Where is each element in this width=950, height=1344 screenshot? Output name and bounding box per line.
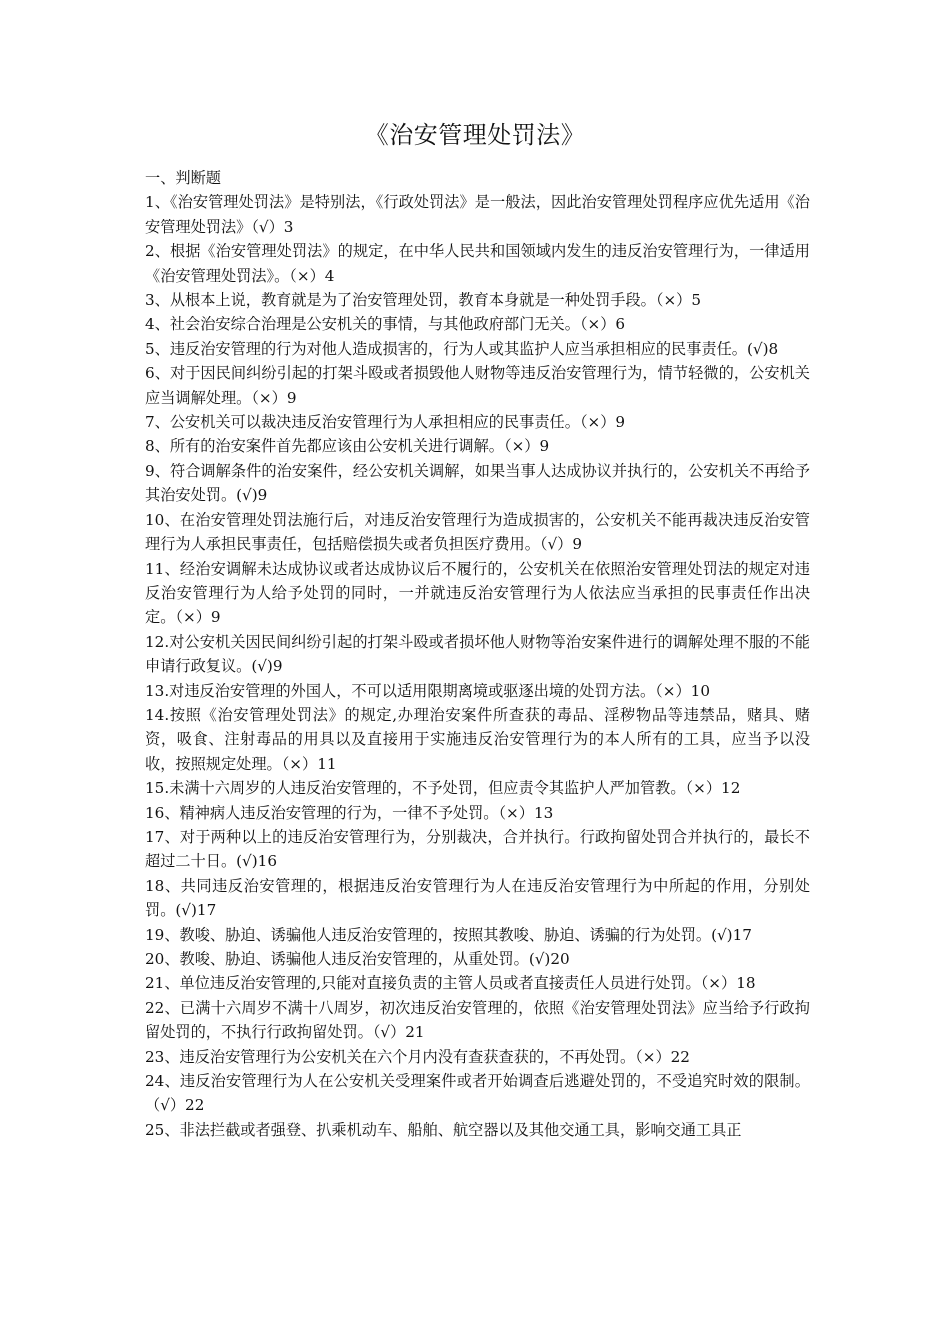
question-item-18: 18、共同违反治安管理的，根据违反治安管理行为人在违反治安管理行为中所起的作用，分别处罚。(√)17 xyxy=(145,876,810,920)
question-item-6: 6、对于因民间纠纷引起的打架斗殴或者损毁他人财物等违反治安管理行为，情节轻微的，公安机关应当调解处理。（×）9 xyxy=(145,364,810,407)
question-item-8: 8、所有的治安案件首先都应该由公安机关进行调解。（×）9 xyxy=(145,437,550,456)
question-item-1: 1、《治安管理处罚法》是特别法，《行政处罚法》是一般法，因此治安管理处罚程序应优先适用《治安管理处罚法》（√）3 xyxy=(145,193,810,236)
section-heading: 一、判断题 xyxy=(145,169,221,187)
question-item-15: 15.未满十六周岁的人违反治安管理的，不予处罚，但应责令其监护人严加管教。（×）12 xyxy=(145,779,741,798)
question-item-19: 19、教唆、胁迫、诱骗他人违反治安管理的，按照其教唆、胁迫、诱骗的行为处罚。(√)17 xyxy=(145,925,752,944)
question-item-20: 20、教唆、胁迫、诱骗他人违反治安管理的，从重处罚。(√)20 xyxy=(145,950,570,968)
question-item-25: 25、非法拦截或者强登、扒乘机动车、船舶、航空器以及其他交通工具，影响交通工具正 xyxy=(145,1120,742,1139)
question-item-21: 21、单位违反治安管理的,只能对直接负责的主管人员或者直接责任人员进行处罚。（×）18 xyxy=(145,974,756,993)
question-item-11: 11、经治安调解未达成协议或者达成协议后不履行的，公安机关在依照治安管理处罚法的规定对违反治安管理行为人给予处罚的同时，一并就违反治安管理行为人依法应当承担的民事责任作出决定。（×）9 xyxy=(145,559,810,627)
document-body xyxy=(145,166,810,1142)
question-item-10: 10、在治安管理处罚法施行后，对违反治安管理行为造成损害的，公安机关不能再裁决违反治安管理行为人承担民事责任，包括赔偿损失或者负担医疗费用。（√）9 xyxy=(145,510,810,554)
question-item-12: 12.对公安机关因民间纠纷引起的打架斗殴或者损坏他人财物等治安案件进行的调解处理不服的不能申请行政复议。(√)9 xyxy=(145,632,810,676)
question-item-2: 2、根据《治安管理处罚法》的规定，在中华人民共和国领域内发生的违反治安管理行为，一律适用《治安管理处罚法》。（×）4 xyxy=(145,242,810,285)
question-item-17: 17、对于两种以上的违反治安管理行为，分别裁决，合并执行。行政拘留处罚合并执行的，最长不超过二十日。(√)16 xyxy=(145,827,810,871)
question-item-3: 3、从根本上说，教育就是为了治安管理处罚，教育本身就是一种处罚手段。（×）5 xyxy=(145,291,702,310)
question-item-13: 13.对违反治安管理的外国人，不可以适用限期离境或驱逐出境的处罚方法。（×）10 xyxy=(145,681,710,700)
question-item-24: 24、违反治安管理行为人在公安机关受理案件或者开始调查后逃避处罚的，不受追究时效的限制。（√）22 xyxy=(145,1072,810,1115)
document-title: 《治安管理处罚法》 xyxy=(364,121,586,149)
question-item-9: 9、符合调解条件的治安案件，经公安机关调解，如果当事人达成协议并执行的，公安机关不再给予其治安处罚。(√)9 xyxy=(145,461,810,505)
question-item-22: 22、已满十六周岁不满十八周岁，初次违反治安管理的，依照《治安管理处罚法》应当给予行政拘留处罚的，不执行行政拘留处罚。（√）21 xyxy=(145,998,810,1042)
question-item-5: 5、违反治安管理的行为对他人造成损害的，行为人或其监护人应当承担相应的民事责任。(√)8 xyxy=(145,339,779,358)
question-item-4: 4、社会治安综合治理是公安机关的事情，与其他政府部门无关。（×）6 xyxy=(145,315,626,334)
question-item-7: 7、公安机关可以裁决违反治安管理行为人承担相应的民事责任。（×）9 xyxy=(145,413,626,432)
question-item-16: 16、精神病人违反治安管理的行为，一律不予处罚。（×）13 xyxy=(145,803,554,822)
question-item-23: 23、违反治安管理行为公安机关在六个月内没有查获查获的，不再处罚。（×）22 xyxy=(145,1047,690,1066)
question-item-14: 14.按照《治安管理处罚法》的规定,办理治安案件所查获的毒品、淫秽物品等违禁品，赌具、赌资，吸食、注射毒品的用具以及直接用于实施违反治安管理行为的本人所有的工具，应当予以没收，按照规定处理。（×）11 xyxy=(145,705,810,773)
